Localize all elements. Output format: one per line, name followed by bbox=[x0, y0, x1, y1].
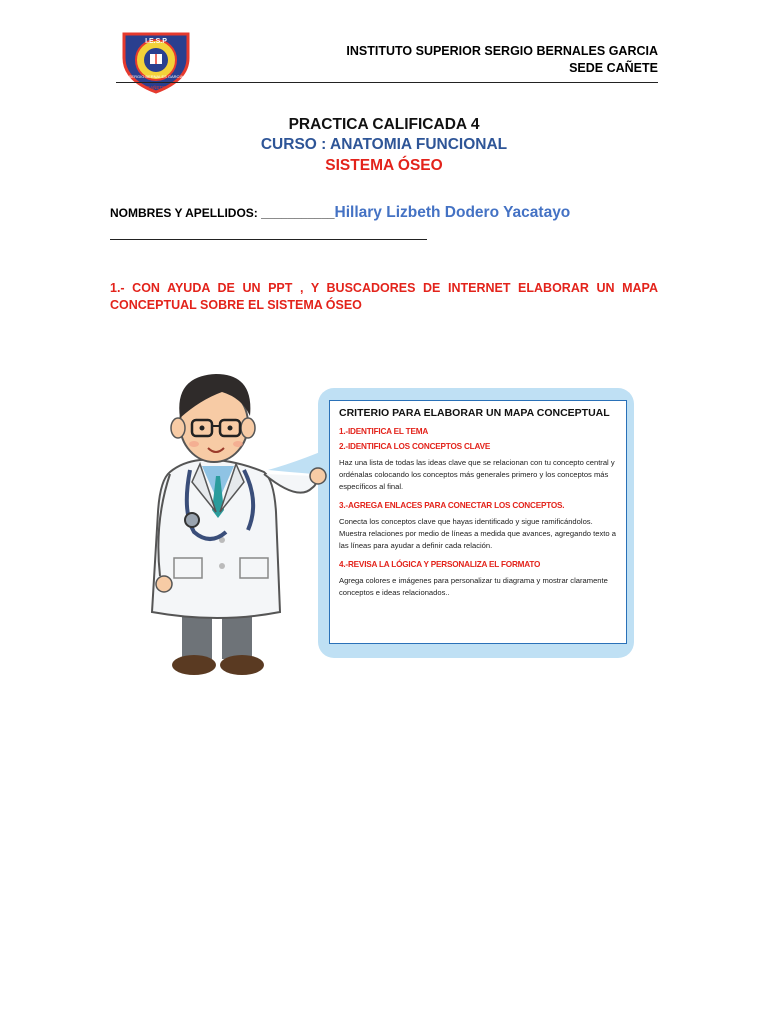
criteria-step-3-text: Conecta los conceptos clave que hayas identificado y sigue ramificándolos. Muestra relaciones por medio de líneas a medida que avances, agregando texto a las líneas para ayudar a definir cada relación. bbox=[339, 517, 616, 550]
criteria-box bbox=[329, 400, 627, 644]
criteria-step-2: 2.-IDENTIFICA LOS CONCEPTOS CLAVE bbox=[339, 442, 491, 451]
svg-text:CAÑETE: CAÑETE bbox=[146, 85, 166, 90]
header-divider bbox=[116, 82, 658, 83]
criteria-step-2-text: Haz una lista de todas las ideas clave que se relacionan con tu concepto central y ordénalas colocando los conceptos más generales primero y los conceptos más específicos al final. bbox=[339, 458, 615, 491]
criteria-step-3: 3.-AGREGA ENLACES PARA CONECTAR LOS CONCEPTOS. bbox=[339, 501, 565, 510]
student-name-value: Hillary Lizbeth Dodero Yacatayo bbox=[334, 204, 571, 221]
blank-line bbox=[110, 239, 427, 240]
criteria-title: CRITERIO PARA ELABORAR UN MAPA CONCEPTUAL bbox=[339, 407, 610, 419]
criteria-step-4-text: Agrega colores e imágenes para personalizar tu diagrama y mostrar claramente conceptos e ideas relacionados.. bbox=[339, 576, 608, 597]
student-name-label: NOMBRES Y APELLIDOS: ___________ bbox=[110, 206, 335, 220]
institution-name: INSTITUTO SUPERIOR SERGIO BERNALES GARCIA bbox=[346, 44, 658, 58]
practice-title: PRACTICA CALIFICADA 4 bbox=[288, 116, 480, 133]
svg-text:I.E.S.P: I.E.S.P bbox=[145, 38, 167, 45]
criteria-step-4: 4.-REVISA LA LÓGICA Y PERSONALIZA EL FORMATO bbox=[339, 560, 541, 569]
criteria-step-1: 1.-IDENTIFICA EL TEMA bbox=[339, 427, 429, 436]
course-title: CURSO : ANATOMIA FUNCIONAL bbox=[260, 136, 508, 153]
institution-sede: SEDE CAÑETE bbox=[569, 61, 658, 75]
question-text: 1.- CON AYUDA DE UN PPT , Y BUSCADORES DE INTERNET ELABORAR UN MAPA CONCEPTUAL SOBRE EL SISTEMA ÓSEO bbox=[110, 281, 658, 312]
topic-title: SISTEMA ÓSEO bbox=[325, 157, 443, 174]
school-shield-logo bbox=[118, 28, 194, 94]
student-name-line bbox=[110, 204, 570, 222]
svg-text:SERGIO BERNALES GARCIA: SERGIO BERNALES GARCIA bbox=[128, 74, 184, 79]
doctor-illustration bbox=[130, 362, 330, 682]
